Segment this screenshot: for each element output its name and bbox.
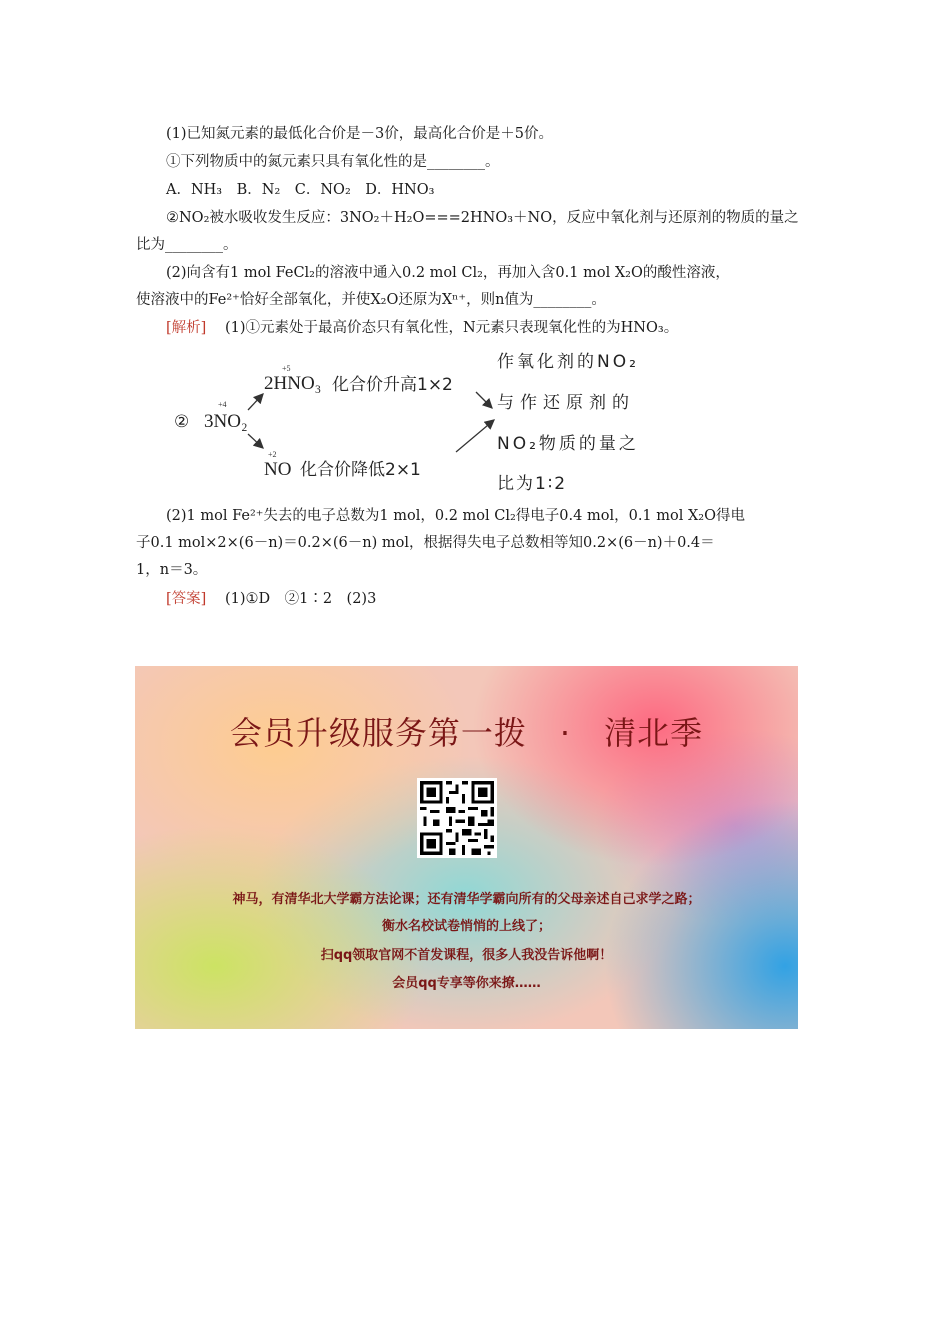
solution-line2: 子0.1 mol×2×(6－n)＝0.2×(6－n) mol，根据得失电子总数相等知0.2×(6－n)＋0.4＝	[136, 535, 715, 551]
arrow-up-icon	[248, 394, 263, 410]
reactant-oxidation-state: +4	[218, 400, 227, 409]
banner-line-2: 衡水名校试卷悄悄的上线了；	[381, 919, 551, 934]
circle-number: ②	[174, 412, 190, 432]
q1-part2-line1: ②NO₂被水吸收发生反应：3NO₂＋H₂O===2HNO₃＋NO，反应中氧化剂与还原剂的物质的量之	[166, 210, 799, 226]
lower-product: NO	[264, 459, 292, 480]
q1-options: A．NH₃ B．N₂ C．NO₂ D．HNO₃	[166, 182, 435, 198]
conclusion-line-1: 作氧化剂的NO₂	[497, 352, 639, 372]
q2-line1: (2)向含有1 mol FeCl₂的溶液中通入0.2 mol Cl₂，再加入含0.1 mol X₂O的酸性溶液，	[166, 265, 730, 281]
qr-code-icon[interactable]	[417, 778, 497, 858]
conclusion-line-4: 比为1∶2	[497, 474, 568, 494]
solution-line3: 1，n＝3。	[136, 562, 208, 578]
upper-text: 化合价升高1×2	[332, 375, 453, 395]
analysis-tag: [解析]	[166, 320, 207, 336]
arrow-down-icon	[248, 434, 263, 448]
upper-oxidation-state: +5	[282, 364, 291, 373]
answer-line	[166, 589, 846, 609]
analysis-text: (1)①元素处于最高价态只有氧化性，N元素只表现氧化性的为HNO₃。	[224, 320, 679, 336]
upper-product: 2HNO₃	[264, 373, 322, 394]
arrow-merge-down-icon	[476, 392, 492, 408]
arrow-merge-up-icon	[456, 420, 494, 452]
reactant-formula: 3NO₂	[204, 411, 248, 432]
solution-line1: (2)1 mol Fe²⁺失去的电子总数为1 mol，0.2 mol Cl₂得电子0.4 mol，0.1 mol X₂O得电	[166, 508, 746, 524]
analysis-line	[166, 318, 846, 338]
answer-text: (1)①D ②1∶2 (2)3	[224, 591, 377, 607]
conclusion-line-3: NO₂物质的量之	[497, 434, 639, 454]
lower-text: 化合价降低2×1	[300, 460, 421, 480]
promo-banner	[135, 666, 798, 1029]
banner-line-1: 神马，有清华北大学霸方法论课；还有清华学霸向所有的父母亲述自己求学之路；	[232, 892, 701, 907]
q2-line2: 使溶液中的Fe²⁺恰好全部氧化，并使X₂O还原为Xⁿ⁺，则n值为________。	[136, 292, 606, 308]
q1-intro: (1)已知氮元素的最低化合价是－3价，最高化合价是＋5价。	[166, 126, 553, 142]
banner-title: 会员升级服务第一拨 · 清北季	[229, 714, 704, 752]
banner-line-4: 会员qq专享等你来撩……	[392, 976, 541, 991]
answer-tag: [答案]	[166, 591, 207, 607]
lower-oxidation-state: +2	[268, 450, 277, 459]
banner-line-3: 扫qq领取官网不首发课程，很多人我没告诉他啊！	[320, 948, 613, 963]
redox-diagram	[160, 348, 660, 498]
q1-part1: ①下列物质中的氮元素只具有氧化性的是________。	[166, 154, 500, 170]
q1-part2-line2: 比为________。	[136, 237, 238, 253]
conclusion-line-2: 与作还原剂的	[497, 393, 635, 413]
